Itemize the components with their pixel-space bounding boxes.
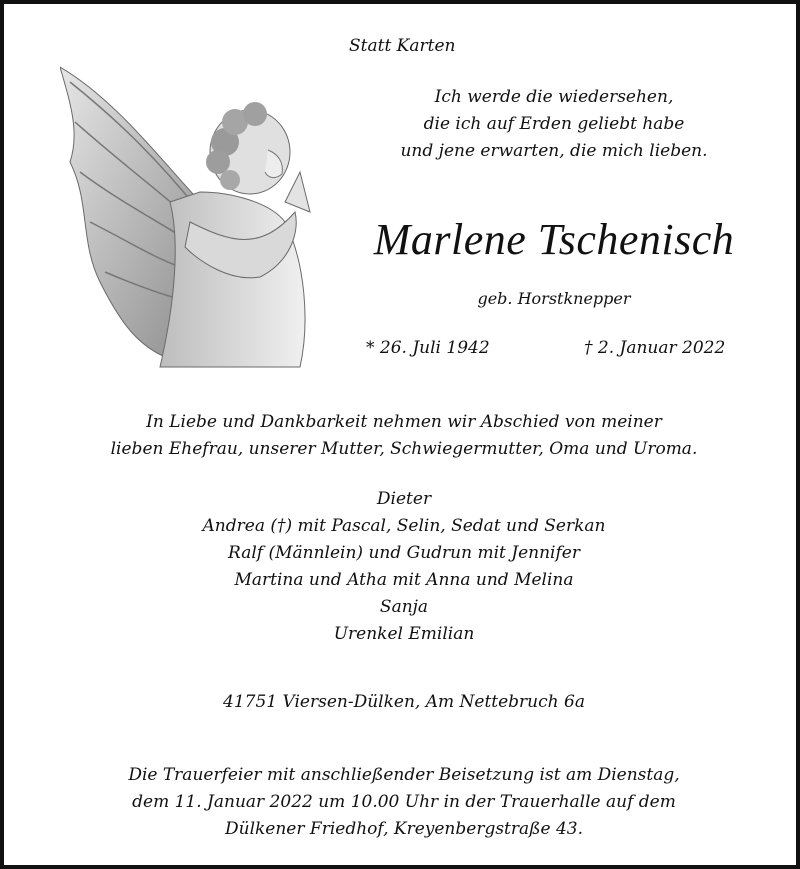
family-member: Sanja	[379, 597, 429, 617]
farewell-line: In Liebe und Dankbarkeit nehmen wir Abschied von meiner	[146, 412, 662, 432]
service-line: Dülkener Friedhof, Kreyenbergstraße 43.	[224, 819, 584, 839]
poem-line: und jene erwarten, die mich lieben.	[400, 141, 708, 161]
family-member: Martina und Atha mit Anna und Melina	[234, 570, 574, 590]
death-date: † 2. Januar 2022	[584, 338, 726, 358]
poem-verse	[384, 84, 724, 165]
maiden-name: geb. Horstknepper	[477, 289, 631, 308]
poem-line: Ich werde die wiedersehen,	[434, 87, 674, 107]
funeral-service-info	[64, 762, 744, 843]
family-member: Dieter	[376, 489, 432, 509]
farewell-line: lieben Ehefrau, unserer Mutter, Schwiegermutter, Oma und Uroma.	[110, 439, 698, 459]
family-list	[104, 486, 704, 648]
service-line: Die Trauerfeier mit anschließender Beisetzung ist am Dienstag,	[128, 765, 680, 785]
service-line: dem 11. Januar 2022 um 10.00 Uhr in der Trauerhalle auf dem	[132, 792, 676, 812]
poem-line: die ich auf Erden geliebt habe	[423, 114, 685, 134]
family-member: Andrea (†) mit Pascal, Selin, Sedat und Serkan	[202, 516, 606, 536]
praying-angel-image	[60, 62, 320, 372]
address: 41751 Viersen-Dülken, Am Nettebruch 6a	[223, 692, 585, 712]
farewell-text	[64, 409, 744, 463]
family-member: Urenkel Emilian	[333, 624, 475, 644]
birth-date: * 26. Juli 1942	[366, 338, 490, 358]
statt-karten-heading: Statt Karten	[349, 36, 456, 56]
family-member: Ralf (Männlein) und Gudrun mit Jennifer	[228, 543, 580, 563]
deceased-name: Marlene Tschenisch	[373, 215, 735, 264]
